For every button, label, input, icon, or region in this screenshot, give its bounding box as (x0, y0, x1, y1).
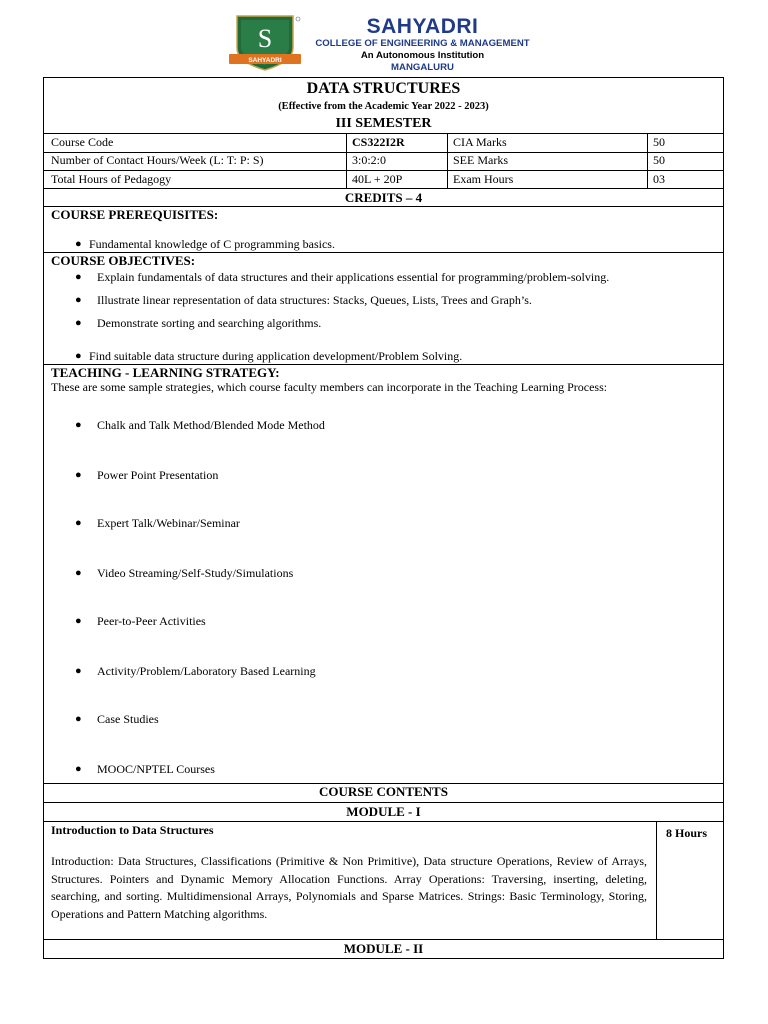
module-2-heading: MODULE - II (343, 941, 424, 956)
bullet-icon: ● (75, 763, 82, 775)
strategy-item: Peer-to-Peer Activities (97, 614, 206, 628)
module-1-title: Introduction to Data Structures (51, 823, 214, 837)
svg-text:S: S (257, 24, 273, 53)
objective-item: Find suitable data structure during application development/Problem Solving. (89, 349, 463, 363)
strategy-item: Expert Talk/Webinar/Seminar (97, 516, 240, 530)
course-code-value: CS322I2R (352, 135, 405, 149)
bullet-icon: ● (75, 419, 82, 431)
bullet-icon: ● (75, 271, 82, 283)
prerequisites-heading: COURSE PREREQUISITES: (51, 207, 219, 222)
strategy-intro: These are some sample strategies, which course faculty members can incorporate in the Teaching Learning Process: (51, 380, 608, 394)
bullet-icon: ● (75, 238, 82, 250)
objective-item: Illustrate linear representation of data structures: Stacks, Queues, Lists, Trees and Graph’s. (97, 293, 532, 307)
bullet-icon: ● (75, 469, 82, 481)
strategy-heading: TEACHING - LEARNING STRATEGY: (51, 365, 280, 380)
strategy-item: Chalk and Talk Method/Blended Mode Method (97, 418, 325, 432)
bullet-icon: ● (75, 317, 82, 329)
prerequisite-item: Fundamental knowledge of C programming basics. (89, 237, 335, 251)
bullet-icon: ● (75, 615, 82, 627)
cia-marks-label: CIA Marks (453, 135, 507, 149)
college-location: MANGALURU (391, 62, 454, 73)
svg-text:SAHYADRI: SAHYADRI (248, 57, 282, 64)
bullet-icon: ● (75, 350, 82, 362)
objective-item: Demonstrate sorting and searching algorithms. (97, 316, 322, 330)
module-1-hours: 8 Hours (666, 826, 708, 840)
objectives-heading: COURSE OBJECTIVES: (51, 253, 196, 268)
contact-hours-value: 3:0:2:0 (352, 153, 387, 167)
college-logo (229, 14, 305, 72)
strategy-item: Power Point Presentation (97, 468, 219, 482)
college-subtitle: COLLEGE OF ENGINEERING & MANAGEMENT (315, 38, 530, 49)
course-title: DATA STRUCTURES (306, 80, 461, 97)
bullet-icon: ● (75, 713, 82, 725)
objective-item: Explain fundamentals of data structures and their applications essential for programming/problem-solving. (97, 270, 610, 284)
bullet-icon: ● (75, 517, 82, 529)
course-code-label: Course Code (51, 135, 114, 149)
strategy-item: Video Streaming/Self-Study/Simulations (97, 566, 294, 580)
college-status: An Autonomous Institution (360, 50, 485, 61)
bullet-icon: ● (75, 567, 82, 579)
pedagogy-value: 40L + 20P (352, 172, 403, 186)
exam-hours-label: Exam Hours (453, 172, 514, 186)
college-name: SAHYADRI (366, 15, 479, 38)
cia-marks-value: 50 (653, 135, 665, 149)
credits: CREDITS – 4 (344, 190, 423, 205)
contents-heading: COURSE CONTENTS (319, 784, 448, 799)
strategy-item: Activity/Problem/Laboratory Based Learning (97, 664, 316, 678)
module-1-heading: MODULE - I (346, 804, 421, 819)
shield-logo-icon (229, 14, 305, 72)
effective-year: (Effective from the Academic Year 2022 - 2023) (278, 101, 489, 112)
module-1-content: Introduction: Data Structures, Classifications (Primitive & Non Primitive), Data structure Operations, Review of Arrays, Structures. Pointers and Dynamic Memory Allocation Functions. Array Operations: Traversing, inserting, deleting, searching, and sorting. Multidimensional Arrays, Polynomials and Sparse Matrices. Strings: Basic Terminology, Storing, Operations and Pattern Matching algorithms. (51, 854, 647, 921)
strategy-item: MOOC/NPTEL Courses (97, 762, 215, 776)
see-marks-label: SEE Marks (453, 153, 508, 167)
see-marks-value: 50 (653, 153, 665, 167)
contact-hours-label: Number of Contact Hours/Week (L: T: P: S) (51, 153, 264, 167)
bullet-icon: ● (75, 294, 82, 306)
exam-hours-value: 03 (653, 172, 665, 186)
pedagogy-label: Total Hours of Pedagogy (51, 172, 172, 186)
college-brand (305, 16, 540, 74)
semester: III SEMESTER (335, 116, 432, 131)
bullet-icon: ● (75, 665, 82, 677)
strategy-item: Case Studies (97, 712, 159, 726)
